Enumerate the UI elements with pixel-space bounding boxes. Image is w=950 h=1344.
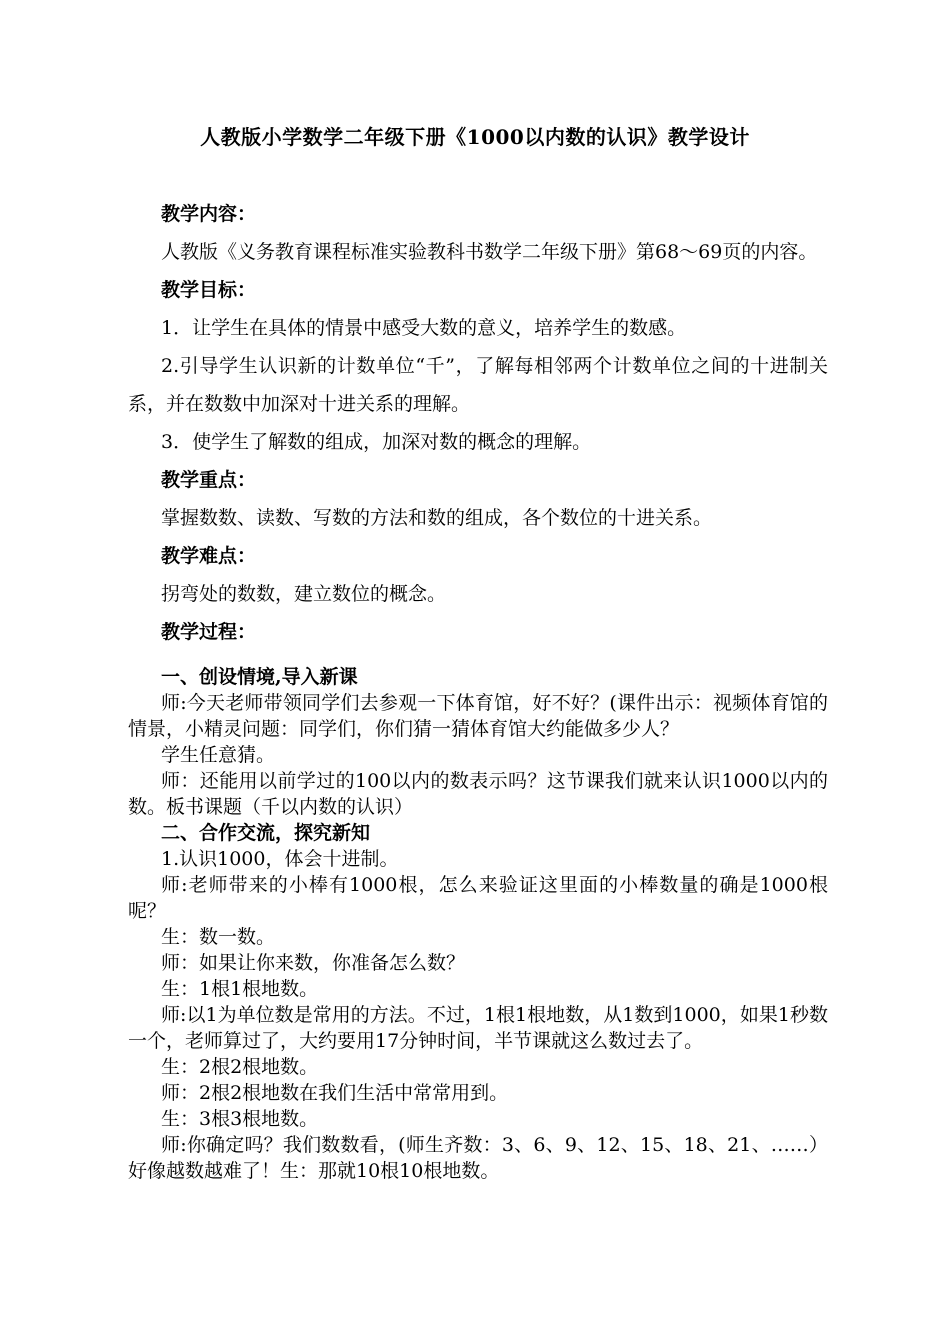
document-title: 人教版小学数学二年级下册《1000以内数的认识》教学设计 [200, 125, 750, 149]
paragraph-objective-1: 1．让学生在具体的情景中感受大数的意义，培养学生的数感。 [161, 317, 687, 339]
section-objectives [128, 195, 828, 651]
paragraph-process-11: 师：2根2根地数在我们生活中常常用到。 [161, 1082, 509, 1104]
paragraph-process-1: 师:今天老师带领同学们去参观一下体育馆，好不好？(课件出示：视频体育馆的情景，小精灵问题：同学们，你们猜一猜体育馆大约能做多少人？ [128, 692, 828, 740]
paragraph-process-8: 生：1根1根地数。 [161, 978, 319, 1000]
paragraph-process-13: 师:你确定吗？我们数数看，(师生齐数：3、6、9、12、15、18、21、……）好像越数越难了！生：那就10根10根地数。 [128, 1134, 828, 1182]
paragraph-process-2: 学生任意猜。 [161, 744, 276, 766]
paragraph-content: 人教版《义务教育课程标准实验教科书数学二年级下册》第68～69页的内容。 [161, 241, 818, 263]
paragraph-process-9: 师:以1为单位数是常用的方法。不过，1根1根地数，从1数到1000，如果1秒数一个，老师算过了，大约要用17分钟时间，半节课就这么数过去了。 [128, 1004, 828, 1052]
paragraph-difficulties: 拐弯处的数数，建立数位的概念。 [161, 583, 447, 605]
paragraph-objective-2: 2.引导学生认识新的计数单位“千”，了解每相邻两个计数单位之间的十进制关系，并在数数中加深对十进关系的理解。 [128, 355, 828, 415]
paragraph-process-12: 生：3根3根地数。 [161, 1108, 319, 1130]
paragraph-process-5: 师:老师带来的小棒有1000根，怎么来验证这里面的小棒数量的确是1000根呢？ [128, 874, 828, 922]
heading-objectives: 教学目标： [161, 279, 257, 301]
paragraph-process-3: 师：还能用以前学过的100以内的数表示吗？这节课我们就来认识1000以内的数。板书课题（千以内数的认识） [128, 770, 828, 818]
heading-difficulties: 教学难点： [161, 545, 257, 567]
paragraph-process-4: 1.认识1000，体会十进制。 [161, 848, 399, 870]
subheading-intro: 一、创设情境,导入新课 [161, 666, 358, 688]
paragraph-process-10: 生：2根2根地数。 [161, 1056, 319, 1078]
heading-process: 教学过程： [161, 621, 257, 643]
section-process [128, 664, 828, 1184]
paragraph-key-points: 掌握数数、读数、写数的方法和数的组成，各个数位的十进关系。 [161, 507, 713, 529]
paragraph-process-7: 师：如果让你来数，你准备怎么数？ [161, 952, 466, 974]
subheading-explore: 二、合作交流，探究新知 [161, 822, 371, 844]
heading-key-points: 教学重点： [161, 469, 257, 491]
paragraph-objective-3: 3．使学生了解数的组成，加深对数的概念的理解。 [161, 431, 592, 453]
heading-content: 教学内容： [161, 203, 257, 225]
paragraph-process-6: 生：数一数。 [161, 926, 276, 948]
